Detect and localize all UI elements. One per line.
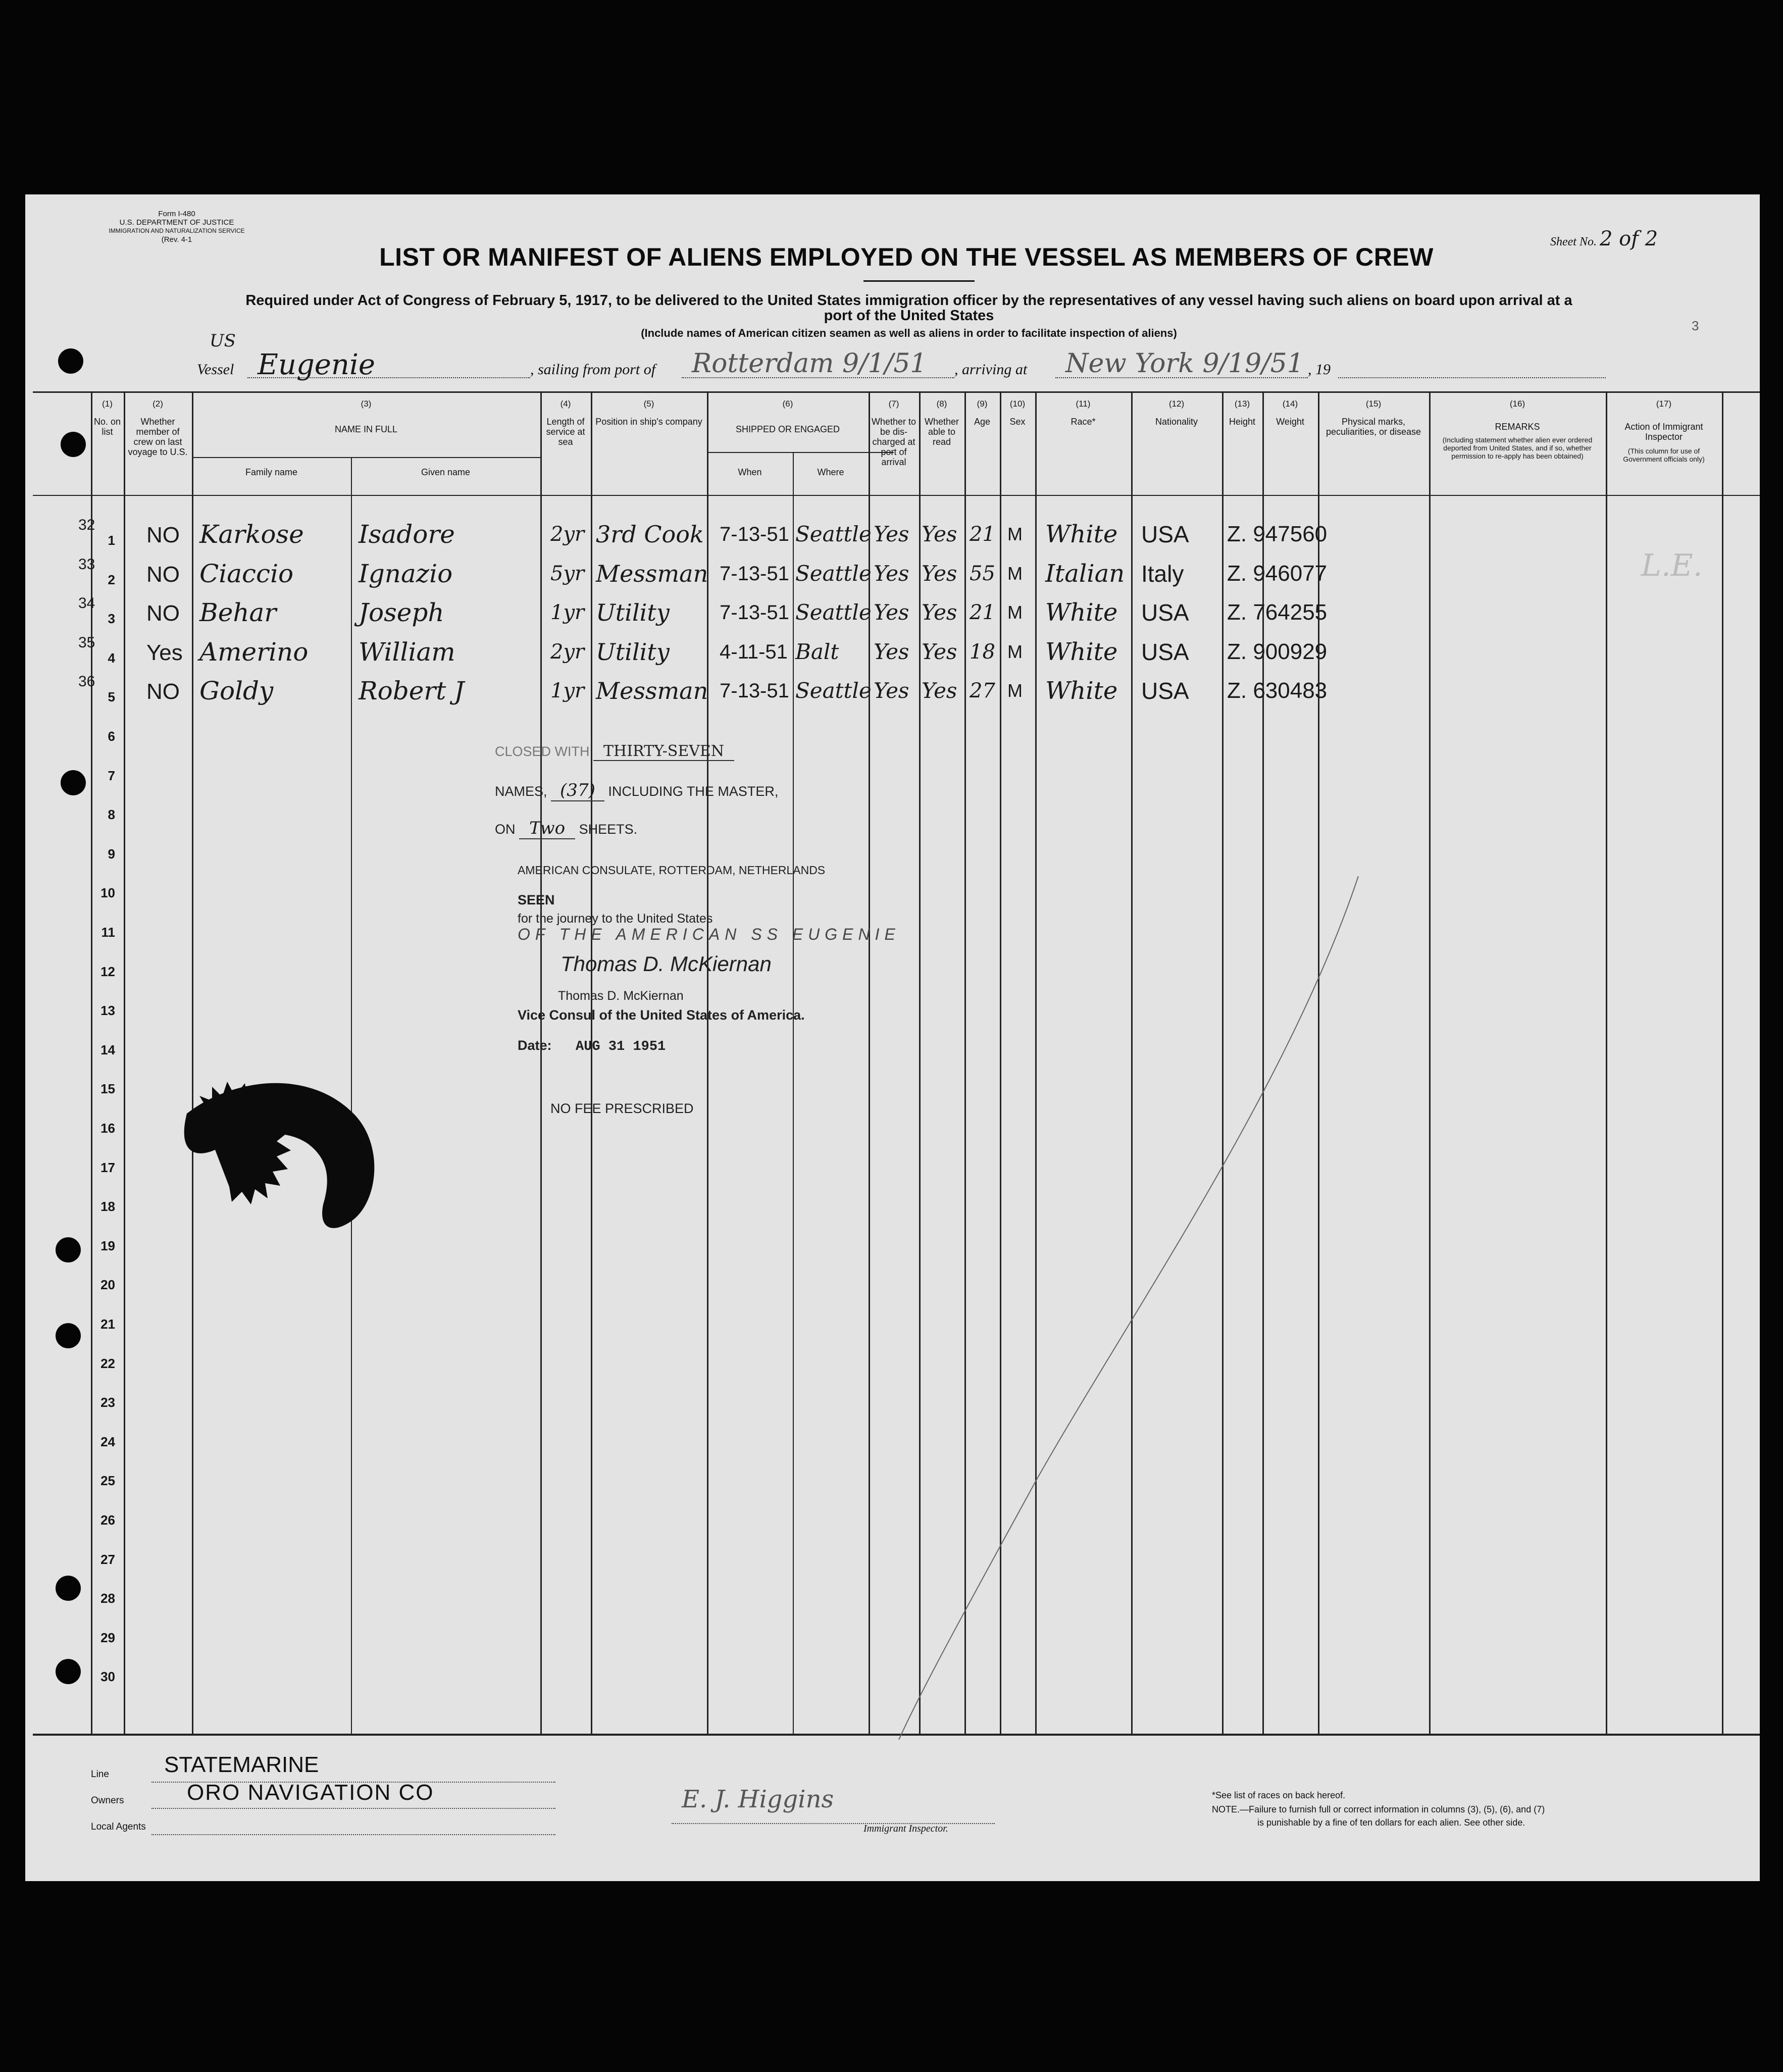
sailing-underline bbox=[682, 377, 954, 378]
line-number: 20 bbox=[100, 1277, 115, 1293]
cell-nationality: USA bbox=[1141, 599, 1189, 626]
cell-given: William bbox=[359, 637, 455, 667]
cell-last-voyage: NO bbox=[146, 523, 180, 547]
stamp-date-label: Date: bbox=[518, 1038, 552, 1053]
cell-given: Joseph bbox=[359, 598, 444, 628]
punch-hole bbox=[56, 1237, 81, 1262]
cell-nationality: USA bbox=[1141, 678, 1189, 704]
punch-hole bbox=[56, 1576, 81, 1601]
column-header: REMARKS bbox=[1495, 422, 1540, 432]
cell-sex: M bbox=[1007, 563, 1023, 584]
line-number: 16 bbox=[100, 1121, 115, 1136]
cell-sex: M bbox=[1007, 641, 1023, 662]
line-number: 24 bbox=[100, 1434, 115, 1449]
column-number: (2) bbox=[152, 399, 163, 409]
line-number: 7 bbox=[108, 768, 115, 783]
cell-list-no: 33 bbox=[78, 555, 95, 573]
column-header: Whether member of crew on last voyage to U.S. bbox=[128, 417, 188, 457]
arriving-port: New York 9/19/51 bbox=[1065, 348, 1304, 379]
stamp-seen: SEEN bbox=[518, 892, 555, 907]
sailing-port: Rotterdam 9/1/51 bbox=[692, 348, 927, 379]
column-number: (7) bbox=[888, 399, 899, 409]
sailing-label: , sailing from port of bbox=[530, 361, 656, 378]
cell-id: Z. 947560 bbox=[1227, 522, 1328, 546]
footer-note-3: is punishable by a fine of ten dollars for each alien. See other side. bbox=[1257, 1817, 1525, 1828]
line-number: 21 bbox=[100, 1317, 115, 1332]
cell-last-voyage: NO bbox=[146, 562, 180, 587]
stamp-fee: NO FEE PRESCRIBED bbox=[550, 1101, 694, 1116]
manifest-sheet bbox=[25, 194, 1760, 1881]
line-number: 12 bbox=[100, 964, 115, 979]
cell-family: Ciaccio bbox=[199, 559, 294, 588]
column-header: Weight bbox=[1276, 417, 1304, 427]
line-number: 8 bbox=[108, 807, 115, 823]
stamp-closed-prefix: CLOSED WITH bbox=[495, 744, 590, 759]
remarks-mark: L.E. bbox=[1641, 548, 1703, 583]
footer-agents-rule bbox=[151, 1834, 555, 1835]
cell-where: Seattle bbox=[795, 522, 872, 546]
column-note: (Including statement whether alien ever ordered deported from United States, and if so, whether permission to re-apply has been obtained) bbox=[1442, 436, 1593, 460]
col-line bbox=[591, 391, 592, 1735]
column-header: Position in ship's company bbox=[595, 417, 702, 427]
side-mark: 3 bbox=[1692, 318, 1699, 333]
vessel-name: Eugenie bbox=[258, 348, 376, 381]
cell-nationality: Italy bbox=[1141, 560, 1184, 587]
col-line bbox=[1606, 391, 1607, 1735]
cell-discharged: Yes bbox=[874, 600, 909, 625]
column-header: Whether able to read bbox=[924, 417, 959, 447]
column-note: (This column for use of Government officials only) bbox=[1623, 447, 1705, 463]
cell-id: Z. 946077 bbox=[1227, 561, 1328, 586]
stamp-names bbox=[495, 780, 778, 800]
footer-note-2: NOTE.—Failure to furnish full or correct information in columns (3), (5), (6), and (7) bbox=[1212, 1804, 1545, 1814]
cell-read: Yes bbox=[922, 639, 957, 664]
year-underline bbox=[1338, 377, 1606, 378]
col-line bbox=[869, 391, 870, 1735]
cell-last-voyage: Yes bbox=[146, 640, 183, 665]
cell-position: 3rd Cook bbox=[596, 521, 704, 548]
required-line-2: port of the United States bbox=[824, 308, 994, 324]
service-name: IMMIGRATION AND NATURALIZATION SERVICE bbox=[109, 227, 245, 234]
stamp-journey: for the journey to the United States bbox=[518, 912, 713, 926]
cell-given: Robert J bbox=[359, 676, 465, 706]
cell-race: White bbox=[1045, 637, 1118, 666]
footer-owners-value: ORO NAVIGATION CO bbox=[187, 1780, 434, 1805]
column-number: (4) bbox=[560, 399, 571, 409]
cell-position: Utility bbox=[596, 599, 670, 627]
vessel-underline bbox=[247, 377, 530, 378]
cell-read: Yes bbox=[922, 561, 957, 586]
stamp-on-prefix: ON bbox=[495, 822, 516, 837]
footer-line-value: STATEMARINE bbox=[164, 1752, 319, 1777]
cell-position: Messman bbox=[596, 677, 708, 705]
cell-family: Goldy bbox=[199, 676, 274, 706]
cell-age: 27 bbox=[970, 679, 995, 703]
table-top-rule bbox=[33, 391, 1760, 393]
col-line bbox=[124, 391, 125, 1735]
cell-list-no: 35 bbox=[78, 634, 95, 651]
stamp-title: Vice Consul of the United States of America. bbox=[518, 1007, 805, 1023]
column-subheader: Given name bbox=[421, 467, 471, 477]
footer-owners-label: Owners bbox=[91, 1795, 124, 1806]
cell-id: Z. 900929 bbox=[1227, 639, 1328, 664]
cell-last-voyage: NO bbox=[146, 679, 180, 704]
vessel-prefix: US bbox=[210, 331, 236, 351]
column-number: (12) bbox=[1168, 399, 1185, 409]
footer-note-1: *See list of races on back hereof. bbox=[1212, 1790, 1346, 1800]
document-title: LIST OR MANIFEST OF ALIENS EMPLOYED ON THE VESSEL AS MEMBERS OF CREW bbox=[379, 243, 1434, 271]
cell-discharged: Yes bbox=[874, 639, 909, 664]
stamp-date bbox=[518, 1038, 666, 1054]
cell-age: 21 bbox=[970, 601, 995, 625]
stamp-consulate: AMERICAN CONSULATE, ROTTERDAM, NETHERLANDS bbox=[518, 864, 826, 877]
punch-hole bbox=[56, 1659, 81, 1684]
line-number: 22 bbox=[100, 1355, 115, 1371]
stamp-names-value: (37) bbox=[551, 780, 604, 801]
column-header: Physical marks, peculiarities, or disease bbox=[1326, 417, 1421, 437]
column-header: NAME IN FULL bbox=[334, 424, 398, 434]
line-number: 25 bbox=[100, 1473, 115, 1489]
stamp-signer: Thomas D. McKiernan bbox=[558, 989, 684, 1003]
line-number: 6 bbox=[108, 729, 115, 744]
stamp-closed-value: THIRTY-SEVEN bbox=[593, 742, 734, 761]
cell-position: Messman bbox=[596, 560, 708, 587]
stamp-vessel-line: OF THE AMERICAN SS EUGENIE bbox=[518, 925, 900, 943]
revision: (Rev. 4-1 bbox=[161, 235, 192, 244]
cell-sex: M bbox=[1007, 524, 1023, 544]
stamp-on-suffix: SHEETS. bbox=[579, 822, 638, 837]
cell-when: 7-13-51 bbox=[720, 562, 789, 585]
cell-given: Ignazio bbox=[359, 559, 453, 588]
cell-race: White bbox=[1045, 598, 1118, 627]
col-line bbox=[540, 391, 542, 1735]
line-number: 5 bbox=[108, 689, 115, 705]
name-subheader-rule bbox=[192, 457, 540, 458]
vessel-label: Vessel bbox=[197, 361, 234, 378]
column-number: (16) bbox=[1509, 399, 1525, 409]
col-line bbox=[1722, 391, 1723, 1735]
cell-race: White bbox=[1045, 677, 1118, 705]
cell-discharged: Yes bbox=[874, 522, 909, 546]
footer-owners-rule bbox=[151, 1808, 555, 1809]
required-line-1: Required under Act of Congress of February 5, 1917, to be delivered to the United States immigration officer by the representatives of any vessel having such aliens on board upon arrival at a bbox=[245, 292, 1572, 309]
line-number: 18 bbox=[100, 1199, 115, 1215]
column-subheader: Family name bbox=[245, 467, 298, 477]
column-header: Whether to be dis-charged at port of arrival bbox=[871, 417, 916, 467]
stamp-date-value: AUG 31 1951 bbox=[576, 1039, 666, 1054]
stamp-closed bbox=[495, 742, 734, 760]
form-info bbox=[101, 210, 252, 244]
cell-where: Seattle bbox=[795, 561, 872, 586]
line-number: 30 bbox=[100, 1669, 115, 1685]
line-number: 11 bbox=[101, 925, 115, 940]
line-number: 26 bbox=[100, 1512, 115, 1528]
footer-agents-label: Local Agents bbox=[91, 1822, 146, 1832]
col-line bbox=[192, 391, 193, 1735]
line-number: 10 bbox=[100, 885, 115, 901]
cell-id: Z. 764255 bbox=[1227, 600, 1328, 625]
cell-id: Z. 630483 bbox=[1227, 678, 1328, 703]
cell-where: Seattle bbox=[795, 678, 872, 703]
column-header: Action of Immigrant Inspector bbox=[1624, 422, 1703, 442]
cell-nationality: USA bbox=[1141, 521, 1189, 547]
cell-read: Yes bbox=[922, 600, 957, 625]
col-line bbox=[707, 391, 708, 1735]
column-header: Age bbox=[974, 417, 991, 427]
line-number: 27 bbox=[100, 1551, 115, 1567]
line-number: 23 bbox=[100, 1395, 115, 1410]
column-number: (13) bbox=[1234, 399, 1250, 409]
column-header: Nationality bbox=[1155, 417, 1198, 427]
column-number: (3) bbox=[361, 399, 372, 409]
line-number: 3 bbox=[108, 611, 115, 627]
column-subheader: Where bbox=[817, 467, 844, 477]
cell-family: Behar bbox=[199, 598, 277, 628]
cell-when: 4-11-51 bbox=[720, 640, 788, 663]
cell-given: Isadore bbox=[359, 520, 455, 549]
cell-last-voyage: NO bbox=[146, 601, 180, 626]
line-number: 19 bbox=[100, 1238, 115, 1253]
stamp-on-value: Two bbox=[519, 818, 575, 839]
column-number: (15) bbox=[1365, 399, 1382, 409]
sheet-number bbox=[1550, 227, 1658, 250]
cell-read: Yes bbox=[922, 522, 957, 546]
cell-where: Balt bbox=[795, 639, 839, 664]
stamp-on bbox=[495, 818, 637, 838]
sheet-value: 2 of 2 bbox=[1599, 227, 1658, 250]
sheet-label: Sheet No. bbox=[1550, 235, 1597, 248]
cell-family: Karkose bbox=[199, 520, 304, 549]
column-header: No. on list bbox=[93, 417, 121, 437]
cell-race: Italian bbox=[1045, 559, 1125, 588]
cell-when: 7-13-51 bbox=[720, 680, 789, 702]
cell-race: White bbox=[1045, 520, 1118, 548]
line-number: 13 bbox=[100, 1003, 115, 1019]
column-header: Sex bbox=[1009, 417, 1026, 427]
cell-service: 5yr bbox=[550, 562, 585, 585]
column-number: (9) bbox=[977, 399, 988, 409]
include-note: (Include names of American citizen seamen as well as aliens in order to facilitate inspection of aliens) bbox=[641, 327, 1177, 339]
cell-sex: M bbox=[1007, 602, 1023, 623]
cell-when: 7-13-51 bbox=[720, 523, 789, 545]
column-number: (11) bbox=[1076, 399, 1091, 409]
punch-hole bbox=[58, 348, 83, 374]
column-number: (10) bbox=[1009, 399, 1026, 409]
column-header: SHIPPED OR ENGAGED bbox=[735, 424, 840, 434]
department: U.S. DEPARTMENT OF JUSTICE bbox=[119, 218, 234, 227]
footer-line-label: Line bbox=[91, 1769, 109, 1780]
cell-service: 2yr bbox=[550, 523, 585, 546]
line-number: 15 bbox=[100, 1081, 115, 1097]
cell-family: Amerino bbox=[199, 637, 309, 667]
punch-hole bbox=[56, 1323, 81, 1348]
column-number: (1) bbox=[102, 399, 113, 409]
stamp-names-prefix: NAMES, bbox=[495, 784, 547, 799]
cell-list-no: 36 bbox=[78, 673, 95, 690]
consul-signature: Thomas D. McKiernan bbox=[561, 952, 772, 976]
line-number: 1 bbox=[108, 533, 115, 548]
punch-hole bbox=[61, 770, 86, 795]
column-header: Race* bbox=[1071, 417, 1096, 427]
cell-discharged: Yes bbox=[874, 678, 909, 703]
year-label: , 19 bbox=[1308, 361, 1331, 378]
line-number: 2 bbox=[108, 572, 115, 587]
column-number: (17) bbox=[1656, 399, 1672, 409]
column-number: (6) bbox=[782, 399, 793, 409]
column-header: Height bbox=[1229, 417, 1256, 427]
cell-list-no: 32 bbox=[78, 517, 95, 533]
cell-position: Utility bbox=[596, 638, 670, 666]
header-bottom-rule bbox=[33, 495, 1760, 496]
cell-list-no: 34 bbox=[78, 595, 95, 612]
stamp-names-suffix: INCLUDING THE MASTER, bbox=[608, 784, 779, 799]
cell-service: 1yr bbox=[550, 601, 585, 625]
cell-nationality: USA bbox=[1141, 638, 1189, 665]
form-number: Form I-480 bbox=[158, 210, 195, 218]
pencil-line bbox=[884, 876, 1363, 1745]
cell-age: 55 bbox=[970, 562, 995, 585]
inspector-label: Immigrant Inspector. bbox=[863, 1823, 948, 1834]
line-number: 4 bbox=[108, 650, 115, 666]
shipped-subheader-rule bbox=[707, 452, 894, 453]
column-header: Length of service at sea bbox=[546, 417, 585, 447]
ink-blot bbox=[157, 1068, 399, 1260]
cell-service: 1yr bbox=[550, 679, 585, 703]
cell-discharged: Yes bbox=[874, 561, 909, 586]
col-line bbox=[1429, 391, 1431, 1735]
inspector-signature: E. J. Higgins bbox=[682, 1785, 834, 1813]
cell-when: 7-13-51 bbox=[720, 601, 789, 624]
column-number: (5) bbox=[643, 399, 654, 409]
line-number: 14 bbox=[100, 1042, 115, 1057]
column-number: (14) bbox=[1282, 399, 1298, 409]
cell-service: 2yr bbox=[550, 640, 585, 664]
line-number: 17 bbox=[100, 1159, 115, 1175]
punch-hole bbox=[61, 432, 86, 457]
column-number: (8) bbox=[936, 399, 947, 409]
cell-age: 21 bbox=[970, 523, 995, 546]
cell-where: Seattle bbox=[795, 600, 872, 625]
title-rule bbox=[863, 280, 975, 282]
column-subheader: When bbox=[738, 467, 762, 477]
arriving-label: , arriving at bbox=[954, 361, 1028, 378]
cell-sex: M bbox=[1007, 680, 1023, 701]
line-number: 28 bbox=[100, 1591, 115, 1606]
arriving-underline bbox=[1055, 377, 1308, 378]
col-line bbox=[793, 452, 794, 1735]
cell-read: Yes bbox=[922, 678, 957, 703]
line-number: 29 bbox=[100, 1630, 115, 1645]
cell-age: 18 bbox=[970, 640, 995, 664]
line-number: 9 bbox=[108, 846, 115, 862]
